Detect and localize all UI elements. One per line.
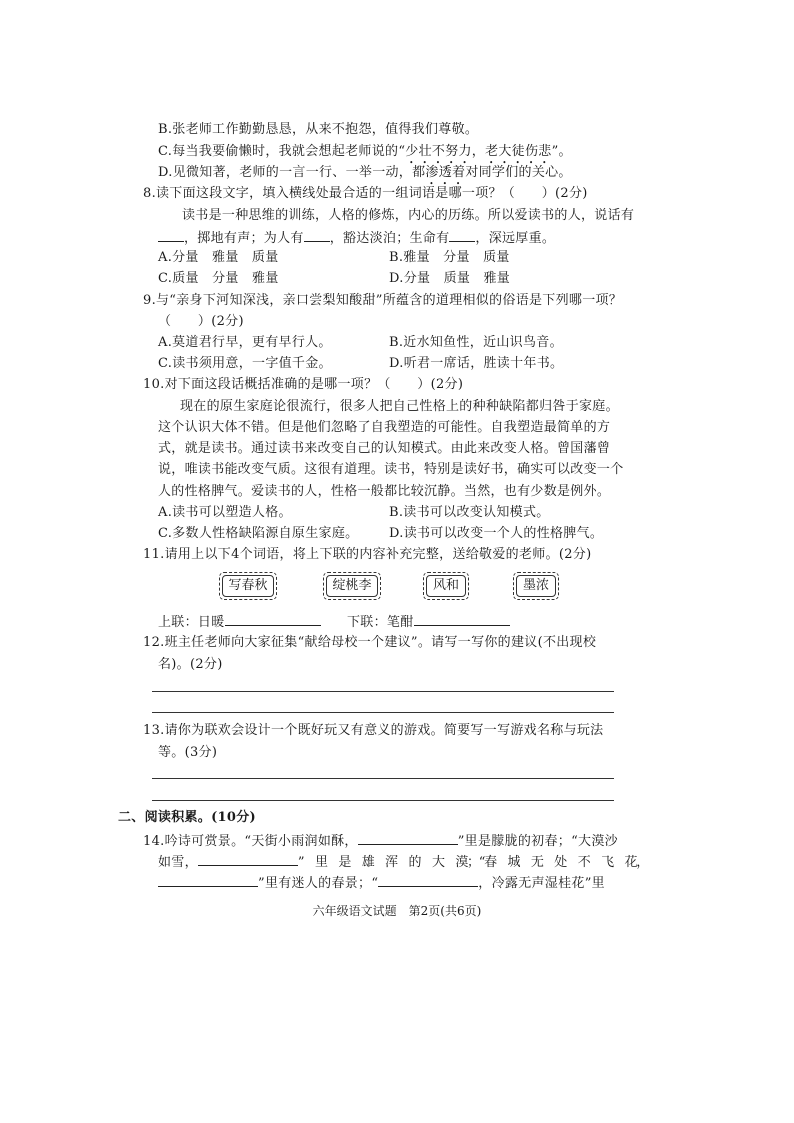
answer-line[interactable] xyxy=(152,800,614,801)
q14-text: ” 里 是 雄 浑 的 大 漠；“春 城 无 处 不 飞 花， xyxy=(297,855,648,870)
q8-option-d: D.分量 质量 雅量 xyxy=(389,271,511,286)
q10-paragraph-line: 人的性格脾气。爱读书的人，性格一般都比较沉静。当然，也有少数是例外。 xyxy=(158,484,611,499)
q8-paragraph-line2 xyxy=(158,227,555,249)
q10-paragraph-line: 式，就是读书。通过读书来改变自己的认知模式。由此来改变人格。曾国藩曾 xyxy=(158,441,611,456)
word-box: 绽桃李 xyxy=(323,572,381,600)
q13-stem-cont: 等。(3分) xyxy=(158,745,218,760)
q14-line2 xyxy=(158,851,648,873)
q8-option-c: C.质量 分量 雅量 xyxy=(158,271,279,286)
couplet-upper-label: 上联：日暖 xyxy=(158,615,225,630)
q10-option-a: A.读书可以塑造人格。 xyxy=(158,505,292,520)
answer-line[interactable] xyxy=(152,778,614,779)
q9-option-d: D.听君一席话，胜读十年书。 xyxy=(389,356,564,371)
q10-option-b: B.读书可以改变认知模式。 xyxy=(389,505,550,520)
q10-paragraph-line: 现在的原生家庭论很流行，很多人把自己性格上的种种缺陷都归咎于家庭。 xyxy=(180,399,619,414)
q8-blank-3[interactable] xyxy=(449,227,475,242)
q8-text-b: ，豁达淡泊；生命有 xyxy=(329,231,450,246)
q9-stem-bracket: （ ）(2分) xyxy=(158,314,244,329)
q14-text: ，冷露无声湿桂花”里 xyxy=(478,876,605,891)
q10-paragraph-line: 这个认识大体不错。但是他们忽略了自我塑造的可能性。自我塑造最简单的方 xyxy=(158,420,611,435)
q12-stem-cont: 名)。(2分) xyxy=(158,657,223,672)
word-box: 风和 xyxy=(423,572,469,600)
q14-line1 xyxy=(143,830,618,852)
q9-stem: 9.与“亲身下河知深浅，亲口尝梨知酸甜”所蕴含的道理相似的俗语是下列哪一项？ xyxy=(143,293,623,308)
word-box: 墨浓 xyxy=(513,572,559,600)
q14-blank-4[interactable] xyxy=(378,872,478,887)
q12-stem: 12.班主任老师向大家征集“献给母校一个建议”。请写一写你的建议(不出现校 xyxy=(143,635,597,650)
q9-option-c: C.读书须用意，一字值千金。 xyxy=(158,356,332,371)
q8-blank-1[interactable] xyxy=(158,227,184,242)
q7-option-c-dotted: 少壮不努力，老大徒伤悲 xyxy=(405,144,552,159)
q14-blank-3[interactable] xyxy=(158,872,258,887)
q8-text-a: ，掷地有声；为人有 xyxy=(184,231,304,246)
q8-option-b: B.雅量 分量 质量 xyxy=(389,250,510,265)
q9-option-b: B.近水知鱼性，近山识鸟音。 xyxy=(389,335,563,350)
q7-option-b: B.张老师工作勤勤恳恳，从来不抱怨，值得我们尊敬。 xyxy=(158,122,479,137)
section-2-title: 二、阅读积累。(10分) xyxy=(118,810,256,825)
couplet-upper-blank[interactable] xyxy=(225,611,321,626)
q7-option-d-end: 对同学们的关心。 xyxy=(465,165,572,180)
q14-text: ”里是朦胧的初春；“大漠沙 xyxy=(457,834,618,849)
word-box: 写春秋 xyxy=(219,572,277,600)
q10-option-d: D.读书可以改变一个人的性格脾气。 xyxy=(389,526,604,541)
q8-option-a: A.分量 雅量 质量 xyxy=(158,250,279,265)
q14-line3 xyxy=(158,872,605,894)
q11-stem: 11.请用上以下4个词语，将上下联的内容补充完整，送给敬爱的老师。(2分) xyxy=(143,547,592,562)
page-footer: 六年级语文试题 第2页(共6页) xyxy=(312,904,482,918)
answer-line[interactable] xyxy=(152,691,614,692)
q9-option-a: A.莫道君行早，更有早行人。 xyxy=(158,335,332,350)
q10-paragraph-line: 说，唯读书能改变气质。这很有道理。读书，特别是读好书，确实可以改变一个 xyxy=(158,462,624,477)
q8-text-c: ，深远厚重。 xyxy=(475,231,556,246)
couplet-lower-label: 下联：笔酣 xyxy=(347,615,414,630)
q8-stem: 8.读下面这段文字，填入横线处最合适的一组词语是哪一项？（ ）(2分) xyxy=(143,186,588,201)
q14-text: ”里有迷人的春景；“ xyxy=(258,876,379,891)
q13-stem: 13.请你为联欢会设计一个既好玩又有意义的游戏。简要写一写游戏名称与玩法 xyxy=(143,723,604,738)
q7-option-c-text: C.每当我要偷懒时，我就会想起老师说的“ xyxy=(158,144,406,159)
couplet-lower-blank[interactable] xyxy=(414,611,510,626)
answer-line[interactable] xyxy=(152,712,614,713)
couplet-upper xyxy=(158,611,321,633)
q14-text: 如雪， xyxy=(158,855,198,870)
q7-option-d-text: D.见微知著，老师的一言一行、一举一动，都 xyxy=(158,165,426,180)
q8-blank-2[interactable] xyxy=(304,227,330,242)
q7-option-d-dotted: 渗透着 xyxy=(425,165,466,180)
q10-option-c: C.多数人性格缺陷源自原生家庭。 xyxy=(158,526,359,541)
q14-blank-2[interactable] xyxy=(198,851,298,866)
q8-paragraph-line1: 读书是一种思维的训练，人格的修炼，内心的历练。所以爱读书的人，说话有 xyxy=(182,208,635,223)
q14-text: 14.吟诗可赏景。“天街小雨润如酥， xyxy=(143,834,358,849)
couplet-lower xyxy=(347,611,510,633)
q7-option-c-end: ”。 xyxy=(551,144,572,159)
q14-blank-1[interactable] xyxy=(358,830,458,845)
q10-stem: 10.对下面这段话概括准确的是哪一项？（ ）(2分) xyxy=(143,377,464,392)
